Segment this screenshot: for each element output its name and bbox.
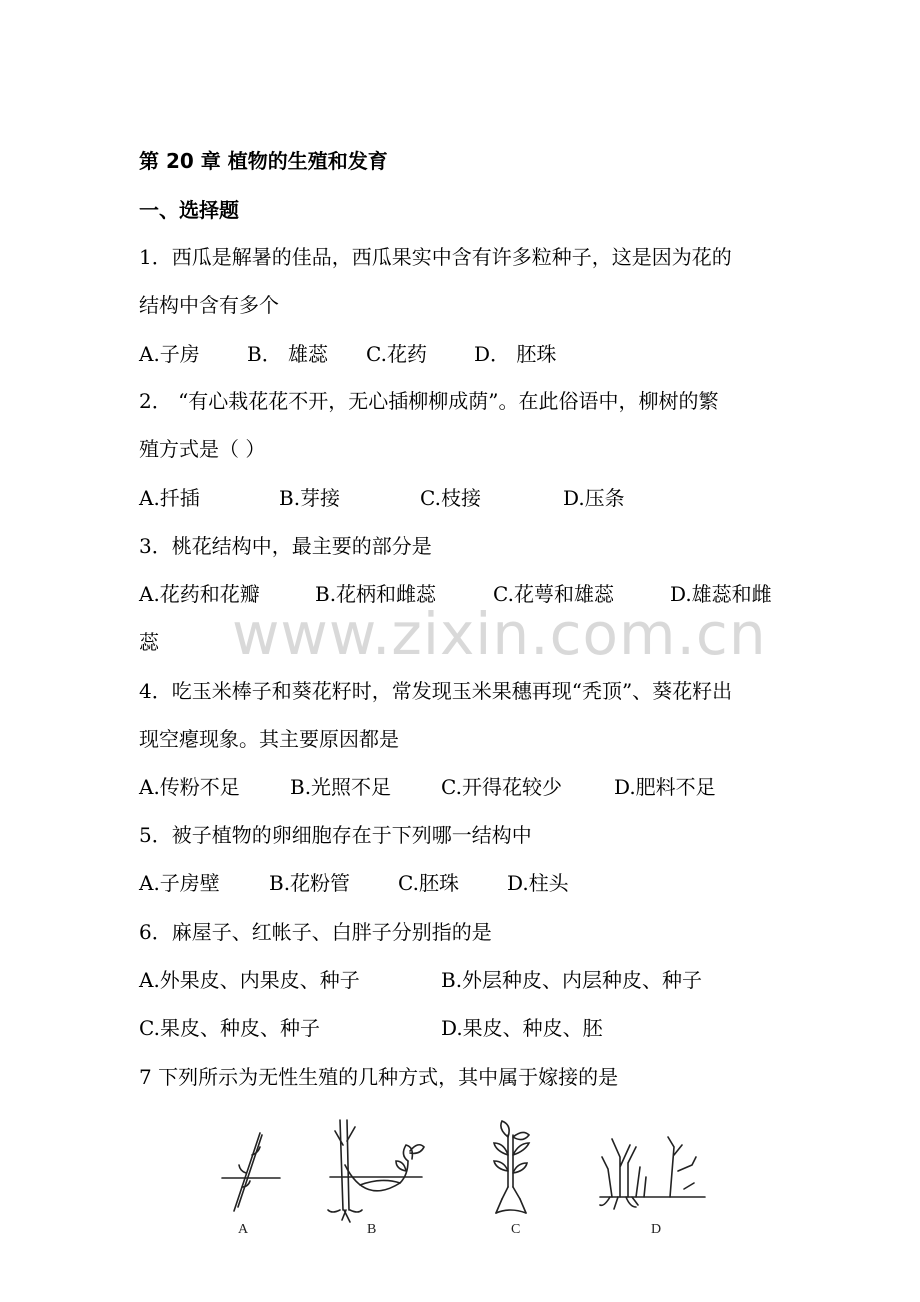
question-2-line-1: 2． “有心栽花花不开，无心插柳柳成荫”。在此俗语中，柳树的繁	[139, 389, 719, 413]
question-5-line-1: 5．被子植物的卵细胞存在于下列哪一结构中	[139, 823, 532, 847]
q3-option-b: B.花柄和雌蕊	[315, 582, 437, 606]
q4-option-c: C.开得花较少	[441, 775, 562, 799]
q5-option-c: C.胚珠	[398, 871, 459, 895]
figure-label-b: B	[367, 1222, 377, 1237]
q4-option-a: A.传粉不足	[139, 775, 240, 799]
q3-option-c: C.花萼和雄蕊	[493, 582, 614, 606]
figure-d-division-drawing	[600, 1137, 705, 1209]
q3-option-d-wrap: 蕊	[139, 630, 159, 654]
watermark: www.zixin.com.cn	[232, 600, 767, 668]
q1-option-c: C.花药	[366, 342, 427, 366]
q3-option-a: A.花药和花瓣	[139, 582, 260, 606]
q2-option-a: A.扦插	[139, 486, 200, 510]
q2-option-c: C.枝接	[420, 486, 481, 510]
q1-option-b: B． 雄蕊	[247, 342, 329, 366]
q2-option-b: B.芽接	[279, 486, 341, 510]
figure-c-grafting-drawing	[494, 1121, 529, 1213]
q6-option-a: A.外果皮、内果皮、种子	[139, 968, 360, 992]
q5-option-d: D.柱头	[507, 871, 569, 895]
question-7-line-1: 7 下列所示为无性生殖的几种方式，其中属于嫁接的是	[139, 1065, 619, 1089]
q3-option-d: D.雄蕊和雌	[670, 582, 772, 606]
figure-label-a: A	[238, 1222, 249, 1237]
q5-option-a: A.子房壁	[139, 871, 220, 895]
page-title: 第 20 章 植物的生殖和发育	[139, 149, 388, 173]
q6-option-b: B.外层种皮、内层种皮、种子	[441, 968, 703, 992]
propagation-figure	[200, 1115, 720, 1245]
q1-option-d: D． 胚珠	[474, 342, 557, 366]
q4-option-b: B.光照不足	[290, 775, 392, 799]
question-1-line-2: 结构中含有多个	[139, 293, 279, 317]
question-4-line-2: 现空瘪现象。其主要原因都是	[139, 727, 399, 751]
figure-label-c: C	[511, 1222, 521, 1237]
question-6-line-1: 6．麻屋子、红帐子、白胖子分别指的是	[139, 920, 492, 944]
figure-label-d: D	[651, 1222, 662, 1237]
section-heading: 一、选择题	[139, 198, 239, 222]
q1-option-a: A.子房	[139, 342, 200, 366]
figure-b-layering-drawing	[328, 1120, 424, 1222]
q4-option-d: D.肥料不足	[614, 775, 716, 799]
q6-option-c: C.果皮、种皮、种子	[139, 1016, 320, 1040]
question-3-line-1: 3．桃花结构中，最主要的部分是	[139, 534, 432, 558]
q6-option-d: D.果皮、种皮、胚	[441, 1016, 603, 1040]
question-1-line-1: 1．西瓜是解暑的佳品，西瓜果实中含有许多粒种子，这是因为花的	[139, 245, 732, 269]
q5-option-b: B.花粉管	[269, 871, 351, 895]
question-4-line-1: 4．吃玉米棒子和葵花籽时，常发现玉米果穗再现“秃顶”、葵花籽出	[139, 679, 733, 703]
figure-a-cutting-drawing	[222, 1133, 280, 1211]
q2-option-d: D.压条	[563, 486, 625, 510]
question-2-line-2: 殖方式是（ ）	[139, 437, 266, 461]
